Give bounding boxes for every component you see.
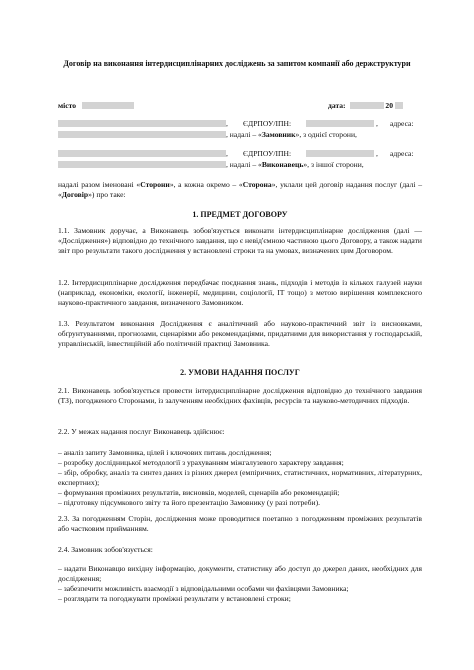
party2-suffix-post: », з іншої сторони, bbox=[303, 160, 364, 169]
party1-role: Замовник bbox=[261, 130, 296, 139]
party2-name-field[interactable] bbox=[58, 150, 226, 157]
party2-address-label: адреса: bbox=[390, 149, 414, 158]
clause-2-1: 2.1. Виконавець зобов'язується провести інтердисциплінарне дослідження відповідно до технічного завдання (ТЗ), погодженого Сторонами, із залученням необхідних фахівців, ресурсів та науково-методичних підходів. bbox=[58, 386, 422, 406]
party2-edrpou-label: ЄДРПОУ/ІПН: bbox=[243, 149, 292, 158]
section1-heading: 1. ПРЕДМЕТ ДОГОВОРУ bbox=[192, 210, 288, 219]
intro-paragraph: надалі разом іменовані «Сторони», а кожна окремо – «Сторона», уклали цей договір надання послуг (далі – «Договір») про таке: bbox=[58, 180, 422, 200]
party1-suffix-pre: , надалі – « bbox=[226, 130, 262, 139]
clause-2-4-list bbox=[58, 564, 422, 604]
list-item: – забезпечити можливість взаємодії з відповідальними особами чи фахівцями Замовника; bbox=[58, 584, 349, 594]
party2-role: Виконавець bbox=[261, 160, 304, 169]
party1-edrpou-field[interactable] bbox=[306, 120, 374, 127]
section2-heading: 2. УМОВИ НАДАННЯ ПОСЛУГ bbox=[180, 368, 300, 377]
clause-2-4: 2.4. Замовник зобов'язується: bbox=[58, 545, 153, 554]
date-label: дата: bbox=[328, 101, 346, 110]
party2-suffix-pre: , надалі – « bbox=[226, 160, 262, 169]
list-item: – підготовку підсумкового звіту та його презентацію Замовнику (у разі потреби). bbox=[58, 498, 321, 508]
party1-edrpou-label: ЄДРПОУ/ІПН: bbox=[243, 119, 292, 128]
date-group bbox=[328, 101, 403, 111]
list-item: – розглядати та погоджувати проміжні результати у встановлені строки; bbox=[58, 594, 291, 604]
date-field[interactable] bbox=[350, 102, 384, 109]
list-item: – збір, обробку, аналіз та синтез даних із різних джерел (емпіричних, статистичних, нормативних, літературних, експертних); bbox=[58, 468, 422, 488]
city-date-row bbox=[58, 101, 422, 111]
party1-address-label: адреса: bbox=[390, 119, 414, 128]
clause-2-2: 2.2. У межах надання послуг Виконавець здійснює: bbox=[58, 427, 225, 436]
year-field[interactable] bbox=[395, 102, 403, 109]
list-item: – надати Виконавцю вихідну інформацію, документи, статистику або доступ до джерел даних, необхідних для дослідження; bbox=[58, 564, 422, 584]
document-title: Договір на виконання інтердисциплінарних досліджень за запитом компанії або держструктури bbox=[63, 59, 411, 68]
party1-name-field[interactable] bbox=[58, 120, 226, 127]
party1-suffix-post: », з однієї сторони, bbox=[295, 130, 357, 139]
clause-2-2-list bbox=[58, 448, 422, 509]
party1-address-field[interactable] bbox=[58, 131, 226, 138]
list-item: – формування проміжних результатів, висновків, моделей, сценаріїв або рекомендацій; bbox=[58, 488, 340, 498]
list-item: – розробку дослідницької методології з урахуванням міжгалузевого характеру завдання; bbox=[58, 458, 344, 468]
clause-1-2: 1.2. Інтердисциплінарне дослідження передбачає поєднання знань, підходів і методів із кількох галузей науки (наприклад, економіки, екології, інженерії, медицини, соціології, ІТ тощо) з метою вирішення комплексного науково-практичного завдання, визначеного Замовником. bbox=[58, 278, 422, 308]
party2-address-field[interactable] bbox=[58, 161, 226, 168]
clause-2-3: 2.3. За погодженням Сторін, дослідження може проводитися поетапно з погодженням проміжних результатів або частковим прийманням. bbox=[58, 514, 422, 534]
city-label: місто bbox=[58, 101, 77, 110]
party2-line1: , ЄДРПОУ/ІПН: , адреса: bbox=[58, 149, 422, 159]
clause-1-3: 1.3. Результатом виконання Дослідження є аналітичний або науково-практичний звіт із висновками, обґрунтуваннями, прогнозами, сценаріями або рекомендаціями, придатними для використання у господарській, управлінській, інвестиційній або політичній практиці Замовника. bbox=[58, 319, 422, 349]
party2-line2 bbox=[58, 160, 422, 170]
date-year: 20 bbox=[385, 101, 393, 110]
clause-1-1: 1.1. Замовник доручає, а Виконавець зобов'язується виконати інтердисциплінарне дослідження (далі — «Дослідження») відповідно до технічного завдання, що є невід'ємною частиною цього Договору, а також надати звіт про результати такого дослідження у встановлені строки та на умовах, визначених цим Договором. bbox=[58, 226, 422, 256]
party1-line2 bbox=[58, 130, 422, 140]
city-field[interactable] bbox=[82, 102, 134, 109]
party1-line1: , ЄДРПОУ/ІПН: , адреса: bbox=[58, 119, 422, 129]
list-item: – аналіз запиту Замовника, цілей і ключових питань дослідження; bbox=[58, 448, 272, 457]
party2-edrpou-field[interactable] bbox=[306, 150, 374, 157]
